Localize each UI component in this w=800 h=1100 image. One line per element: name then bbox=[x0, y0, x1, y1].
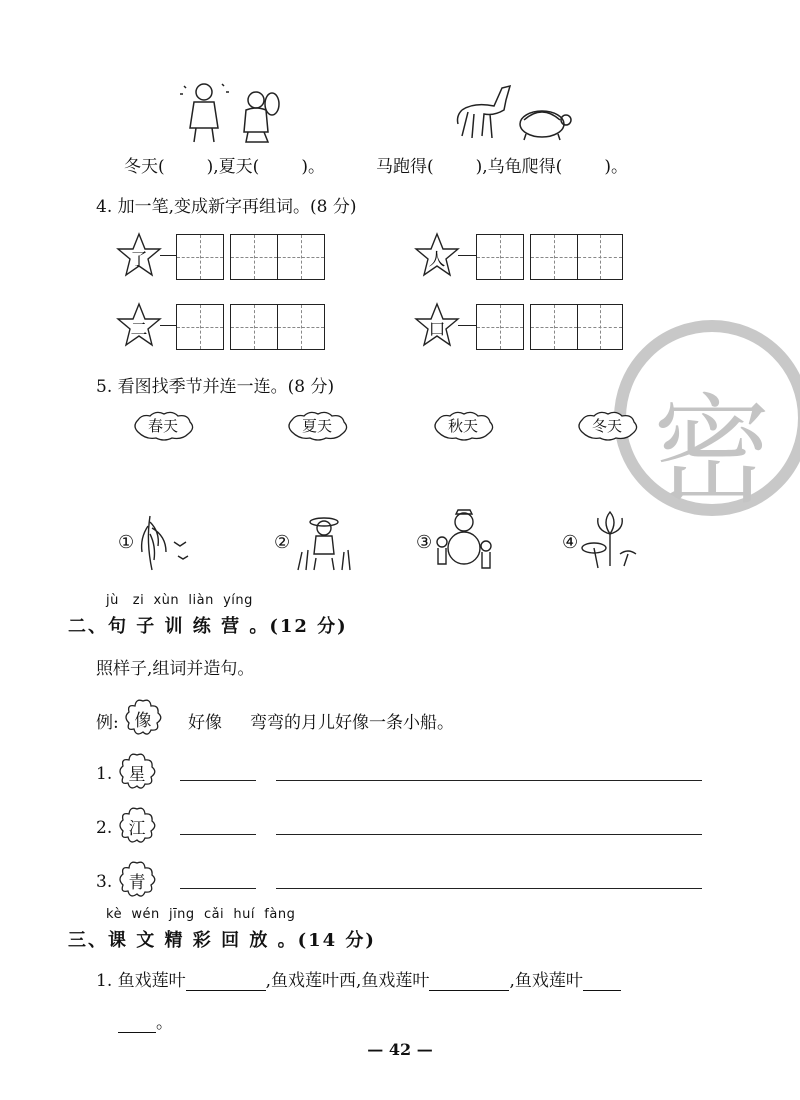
section2-pinyin: jù zi xùn liàn yíng bbox=[106, 593, 253, 608]
char-grid-box[interactable] bbox=[577, 304, 623, 350]
char-grid-box[interactable] bbox=[476, 234, 524, 280]
char-grid-box[interactable] bbox=[176, 304, 224, 350]
child-rice-field-image[interactable] bbox=[294, 512, 354, 572]
char-grid-box[interactable] bbox=[230, 234, 278, 280]
willow-swallow-image[interactable] bbox=[136, 512, 196, 572]
section2-title: 二、句 子 训 练 营 。(12 分) bbox=[68, 616, 348, 637]
connector-line bbox=[458, 255, 476, 256]
star-char-2: 人 bbox=[414, 232, 460, 278]
q1-blank-2[interactable] bbox=[429, 972, 509, 991]
snowman-kids-image[interactable] bbox=[434, 508, 494, 572]
picture-1-number: ① bbox=[118, 532, 135, 553]
char-grid-box[interactable] bbox=[476, 304, 524, 350]
lotus-image[interactable] bbox=[580, 508, 640, 572]
connector-line bbox=[160, 325, 176, 326]
char-grid-box[interactable] bbox=[530, 234, 578, 280]
item-1-word-blank[interactable] bbox=[180, 780, 256, 781]
q5-title: 5. 看图找季节并连一连。(8 分) bbox=[96, 377, 335, 397]
char-grid-box[interactable] bbox=[277, 304, 325, 350]
star-char-3: 二 bbox=[116, 302, 162, 348]
section2-instruction: 照样子,组词并造句。 bbox=[96, 659, 255, 679]
char-grid-box[interactable] bbox=[277, 234, 325, 280]
item-2-word-blank[interactable] bbox=[180, 834, 256, 835]
item-2-flower: 江 bbox=[118, 806, 156, 844]
item-1-number: 1. bbox=[96, 764, 113, 784]
section3-q1-line1: 1. 鱼戏莲叶 ,鱼戏莲叶西,鱼戏莲叶 ,鱼戏莲叶 bbox=[96, 966, 621, 991]
item-1-flower: 星 bbox=[118, 752, 156, 790]
season-winter-cloud[interactable]: 冬天 bbox=[574, 410, 640, 442]
item-3-sentence-blank[interactable] bbox=[276, 888, 702, 889]
example-prefix: 例: bbox=[96, 713, 119, 733]
picture-3-number: ③ bbox=[416, 532, 433, 553]
q1-blank-1[interactable] bbox=[186, 972, 266, 991]
item-1-sentence-blank[interactable] bbox=[276, 780, 702, 781]
season-autumn-cloud[interactable]: 秋天 bbox=[430, 410, 496, 442]
item-3-word-blank[interactable] bbox=[180, 888, 256, 889]
char-grid-box[interactable] bbox=[230, 304, 278, 350]
picture-2-number: ② bbox=[274, 532, 291, 553]
section3-pinyin: kè wén jīng cǎi huí fàng bbox=[106, 907, 296, 922]
q1-blank-3-cont[interactable] bbox=[118, 1014, 156, 1033]
q4-title: 4. 加一笔,变成新字再组词。(8 分) bbox=[96, 197, 357, 217]
connector-line bbox=[458, 325, 476, 326]
page-number: — 42 — bbox=[367, 1040, 433, 1059]
q3-winter-summer-line: 冬天( ),夏天( )。 bbox=[124, 157, 325, 177]
watermark-char: 密 bbox=[652, 382, 771, 520]
char-grid-box[interactable] bbox=[530, 304, 578, 350]
season-spring-cloud[interactable]: 春天 bbox=[130, 410, 196, 442]
item-3-flower: 青 bbox=[118, 860, 156, 898]
item-2-sentence-blank[interactable] bbox=[276, 834, 702, 835]
char-grid-box[interactable] bbox=[577, 234, 623, 280]
winter-summer-kids-image bbox=[176, 78, 286, 148]
char-grid-box[interactable] bbox=[176, 234, 224, 280]
picture-4-number: ④ bbox=[562, 532, 579, 553]
example-word: 好像 bbox=[188, 713, 222, 733]
section3-q1-line2: 。 bbox=[118, 1008, 173, 1033]
watermark-seal bbox=[612, 318, 800, 518]
q3-horse-turtle-line: 马跑得( ),乌龟爬得( )。 bbox=[376, 157, 628, 177]
q1-blank-3[interactable] bbox=[583, 972, 621, 991]
item-3-number: 3. bbox=[96, 872, 113, 892]
horse-turtle-image bbox=[454, 80, 574, 150]
example-sentence: 弯弯的月儿好像一条小船。 bbox=[250, 713, 454, 733]
section3-title: 三、课 文 精 彩 回 放 。(14 分) bbox=[68, 930, 376, 951]
star-char-4: 口 bbox=[414, 302, 460, 348]
season-summer-cloud[interactable]: 夏天 bbox=[284, 410, 350, 442]
star-char-1: 了 bbox=[116, 232, 162, 278]
connector-line bbox=[160, 255, 176, 256]
item-2-number: 2. bbox=[96, 818, 113, 838]
example-flower: 像 bbox=[124, 698, 162, 736]
